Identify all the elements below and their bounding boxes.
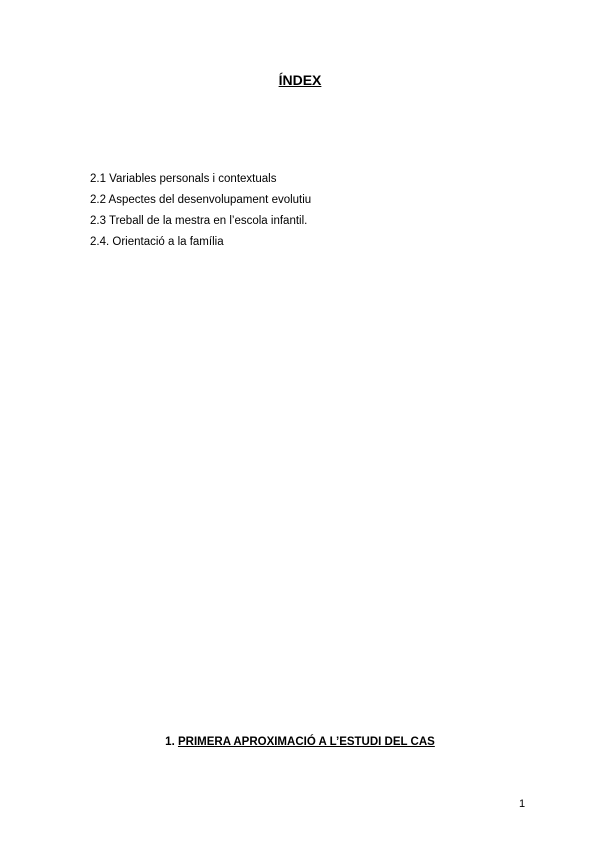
index-title: ÍNDEX <box>278 72 322 88</box>
section-heading <box>0 736 600 748</box>
toc-subentry-2-2[interactable]: 2.2 Aspectes del desenvolupament evolutiu <box>90 194 312 206</box>
section-number: 1. <box>165 736 175 748</box>
page-number: 1 <box>519 798 526 810</box>
section-title: PRIMERA APROXIMACIÓ A L’ESTUDI DEL CAS <box>177 736 435 748</box>
toc-subentry-2-3[interactable]: 2.3 Treball de la mestra en l’escola infantil. <box>90 215 308 227</box>
toc-subentry-2-4[interactable]: 2.4. Orientació a la família <box>90 236 224 248</box>
toc-subentry-2-1[interactable]: 2.1 Variables personals i contextuals <box>90 173 277 185</box>
